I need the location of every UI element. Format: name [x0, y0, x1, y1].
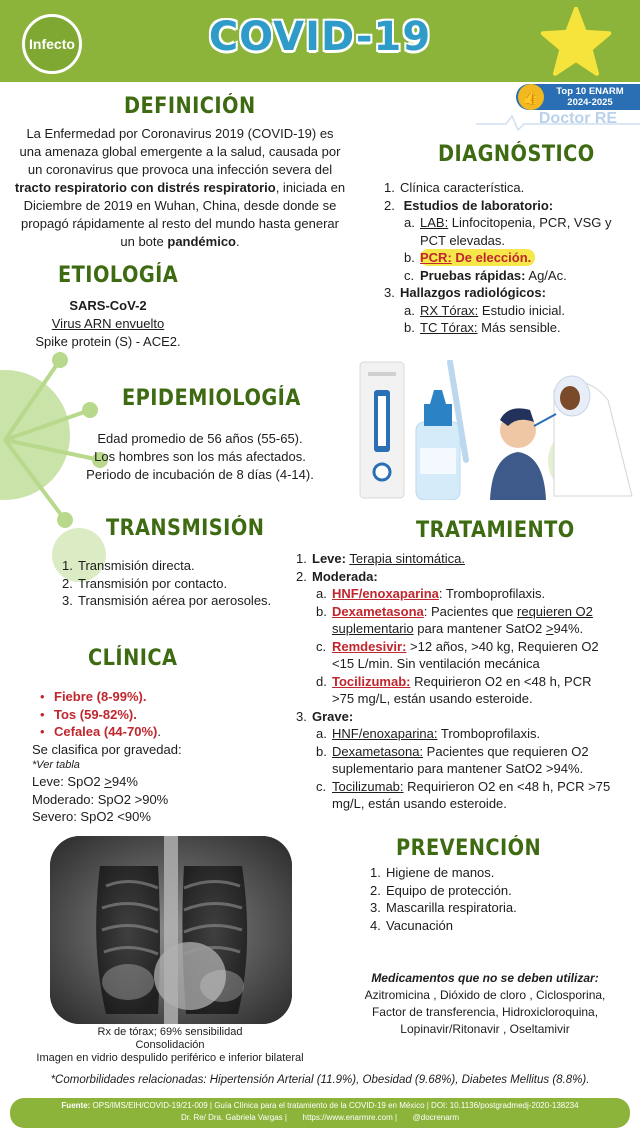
- epi-line-1: Edad promedio de 56 años (55-65).: [97, 431, 303, 446]
- trat-m-hnf-text: : Tromboprofilaxis.: [438, 586, 546, 601]
- etiologia-heading: ETIOLOGÍA: [58, 263, 179, 288]
- definicion-heading: DEFINICIÓN: [124, 94, 256, 119]
- trat-moderada-label: Moderada:: [312, 568, 378, 584]
- medicamentos-line-2: Factor de transferencia, Hidroxicloroquina,: [371, 1005, 599, 1019]
- transmision-item-3: Transmisión aérea por aerosoles.: [78, 593, 272, 608]
- prevencion-list: 1. Higiene de manos. 2. Equipo de protección. 3. Mascarilla respiratoria. 4. Vacunación: [370, 865, 517, 933]
- diag-item-3: Hallazgos radiológicos:: [400, 285, 546, 300]
- definicion-text: [14, 125, 346, 251]
- transmision-heading: TRANSMISIÓN: [106, 516, 265, 541]
- comorbilidades-note: *Comorbilidades relacionadas: Hipertensión Arterial (11.9%), Obesidad (9.68%), Diabetes Mellitus (8.8%).: [50, 1074, 590, 1086]
- medicamentos-line-3: Lopinavir/Ritonavir , Oseltamivir: [400, 1022, 570, 1036]
- medicamentos-title: Medicamentos que no se deben utilizar:: [371, 971, 599, 985]
- badge-line1: Top 10 ENARM: [556, 86, 624, 97]
- clinica-leve-value: 94%: [111, 774, 138, 789]
- diag-item-1: Clínica característica.: [400, 180, 525, 195]
- transmision-list: 1. Transmisión directa. 2. Transmisión por contacto. 3. Transmisión aérea por aerosoles.: [62, 558, 272, 608]
- trat-g-tocilizumab: Tocilizumab:: [332, 778, 404, 794]
- trat-m-dexa-text2: para mantener SatO2: [413, 621, 546, 636]
- thumbs-up-icon: 👍: [518, 84, 544, 110]
- badge-text: [540, 86, 640, 108]
- trat-m-tocilizumab: Tocilizumab:: [332, 673, 411, 689]
- clinica-leve-sign: >: [104, 774, 112, 789]
- epidemiologia-text: [60, 430, 340, 484]
- trat-leve-label: Leve:: [312, 551, 346, 566]
- star-icon: [540, 6, 612, 78]
- brand-text: Doctor RE: [538, 110, 618, 127]
- diag-lab-label: LAB:: [420, 215, 449, 230]
- tratamiento-list: 1. Leve: Terapia sintomática. 2. Moderada: a. HNF/enoxaparina: Tromboprofilaxis. b. Dexametasona: Pacientes que requieren O2 suplementario para mantener SatO2 >94%. c. Remdesivir: >12 años, >40 kg, Requieren O2 <15 L/min. Sin ventilación mecánica d. Tocilizumab: Requirieron O2 en <48 h, PCR >75 mg/L, están usando esteroide. 3. Grave: a. HNF/enoxaparina: Tromboprofilaxis. b. Dexametasona: Pacientes que requieren O2 suplementario para mantener SatO2 >94%. c. Tocilizumab: Requirieron O2 en <48 h, PCR >75 mg/L, están usando esteroide.: [296, 551, 611, 811]
- trat-g-dexa: Dexametasona:: [332, 743, 424, 759]
- diag-rapid-text: Ag/Ac.: [525, 267, 567, 283]
- trat-m-remdesivir: Remdesivir:: [332, 638, 407, 654]
- epi-line-2: Los hombres son los más afectados.: [94, 449, 306, 464]
- symptom-fiebre: Fiebre (8-99%).: [54, 689, 147, 704]
- trat-g-hnf-text: Tromboprofilaxis.: [437, 726, 541, 741]
- footer-fuente-label: Fuente:: [61, 1101, 91, 1110]
- diag-pcr-label: PCR:: [420, 250, 452, 265]
- definicion-p2: , iniciada en Diciembre de 2019 en Wuhan, China, desde donde se propagó rápidamente al resto del mundo hasta generar un bote: [21, 180, 346, 249]
- diag-tc-label: TC Tórax:: [420, 320, 478, 335]
- epidemiologia-heading: EPIDEMIOLOGÍA: [122, 386, 301, 411]
- definicion-p3: .: [236, 234, 240, 249]
- diag-rx-label: RX Tórax:: [420, 302, 479, 318]
- footer-fuente: OPS/IMS/EIH/COVID-19/21-009 | Guía Clínica para el tratamiento de la COVID-19 en México | DOI: 10.1136/postgradmedj-2020-138234: [90, 1101, 579, 1110]
- epi-line-3: Periodo de incubación de 8 días (4-14).: [86, 467, 314, 482]
- prevencion-heading: PREVENCIÓN: [396, 836, 542, 861]
- clinica-heading: CLÍNICA: [88, 646, 178, 671]
- trat-g-dexa-text: Pacientes que requieren O2 suplementario para mantener SatO2 >94%.: [332, 743, 589, 776]
- trat-m-remdesivir-text: >12 años, >40 kg, Requieren O2 <15 L/min. Sin ventilación mecánica: [332, 638, 599, 671]
- symptom-cefalea-end: .: [157, 724, 161, 739]
- diag-lab-text: Linfocitopenia, PCR, VSG y PCT elevadas.: [420, 215, 612, 248]
- trat-m-tocilizumab-text: Requirieron O2 en <48 h, PCR >75 mg/L, están usando esteroide.: [332, 673, 592, 706]
- trat-m-dexa-text1: : Pacientes que: [423, 603, 518, 619]
- badge-line2: 2024-2025: [567, 97, 613, 108]
- diag-tc-text: Más sensible.: [477, 320, 561, 335]
- etiologia-text: [14, 297, 202, 351]
- xray-caption: [14, 1026, 326, 1065]
- etiologia-agent: SARS-CoV-2: [69, 298, 147, 313]
- footer-text: [16, 1100, 624, 1124]
- clinica-ver-tabla: *Ver tabla: [32, 759, 80, 771]
- medicamentos-block: [340, 970, 630, 1038]
- etiologia-receptor: Spike protein (S) - ACE2.: [35, 334, 181, 349]
- prevencion-item-1: Higiene de manos.: [386, 865, 495, 880]
- trat-m-dexa-underline: requieren O2 suplementario: [332, 603, 593, 636]
- diagnostico-list: 1. Clínica característica. 2. Estudios de laboratorio: a. LAB: Linfocitopenia, PCR, VSG y PCT elevadas. b. PCR: De elección. c. Pruebas rápidas: Ag/Ac. 3. Hallazgos radiológicos: a. RX Tórax: Estudio inicial. b. TC Tórax: Más sensible.: [384, 180, 612, 335]
- transmision-item-2: Transmisión por contacto.: [78, 575, 228, 591]
- trat-m-hnf: HNF/enoxaparina: [332, 586, 439, 601]
- page-title: COVID-19: [208, 14, 432, 60]
- trat-m-dexa: Dexametasona: [332, 603, 424, 619]
- trat-m-dexa-text3: 94%.: [553, 621, 584, 636]
- xray-caption-1: Rx de tórax; 69% sensibilidad: [97, 1026, 243, 1038]
- diagnostico-heading: DIAGNÓSTICO: [438, 142, 595, 167]
- trat-g-tocilizumab-text: Requirieron O2 en <48 h, PCR >75 mg/L, están usando esteroide.: [332, 778, 611, 811]
- clinica-leve: Leve: SpO2: [32, 774, 105, 789]
- trat-m-dexa-sign: >: [545, 621, 554, 636]
- trat-leve-text: Terapia sintomática.: [349, 551, 465, 566]
- tratamiento-heading: TRATAMIENTO: [416, 518, 575, 543]
- definicion-p1: La Enfermedad por Coronavirus 2019 (COVID-19) es una amenaza global emergente a la salud, causada por un coronavirus que provoca una infección severa del: [19, 126, 341, 177]
- trat-grave-label: Grave:: [312, 708, 354, 724]
- diag-item-2: Estudios de laboratorio:: [403, 197, 554, 213]
- xray-caption-3: Imagen en vidrio despulido periférico e inferior bilateral: [36, 1052, 304, 1064]
- clinica-severo: Severo: SpO2 <90%: [32, 809, 151, 824]
- symptom-tos: Tos (59-82%).: [54, 706, 137, 722]
- prevencion-item-3: Mascarilla respiratoria.: [386, 900, 517, 915]
- chest-xray-image: [50, 836, 292, 1024]
- covid-test-illustration: [358, 360, 634, 500]
- definicion-bold2: pandémico: [167, 234, 236, 249]
- clinica-moderado: Moderado: SpO2 >90%: [32, 791, 169, 807]
- prevencion-item-4: Vacunación: [386, 917, 453, 933]
- definicion-bold1: tracto respiratorio con distrés respiratorio: [14, 180, 276, 195]
- footer-credits: Dr. Re/ Dra. Gabriela Vargas | https://www.enarmre.com | @docrenarm: [181, 1113, 459, 1122]
- trat-g-hnf: HNF/enoxaparina:: [332, 726, 438, 741]
- heartbeat-line-icon: [476, 112, 640, 132]
- logo-text: Infecto: [29, 36, 75, 52]
- clinica-symptoms: • Fiebre (8-99%). • Tos (59-82%). • Cefalea (44-70%). Se clasifica por gravedad: *Ver tabla Leve: SpO2 >94% Moderado: SpO2 >90% Severo: SpO2 <90%: [32, 688, 272, 826]
- clinica-clasif: Se clasifica por gravedad:: [32, 741, 182, 757]
- prevencion-item-2: Equipo de protección.: [386, 882, 512, 898]
- symptom-cefalea: Cefalea (44-70%): [54, 724, 158, 739]
- transmision-item-1: Transmisión directa.: [78, 558, 195, 573]
- diag-rx-text: Estudio inicial.: [478, 302, 565, 318]
- medicamentos-line-1: Azitromicina , Dióxido de cloro , Ciclosporina,: [364, 988, 606, 1002]
- diag-pcr-text: De elección.: [451, 250, 532, 265]
- diag-rapid-label: Pruebas rápidas:: [420, 267, 526, 283]
- xray-caption-2: Consolidación: [135, 1039, 205, 1051]
- etiologia-type: Virus ARN envuelto: [51, 316, 165, 331]
